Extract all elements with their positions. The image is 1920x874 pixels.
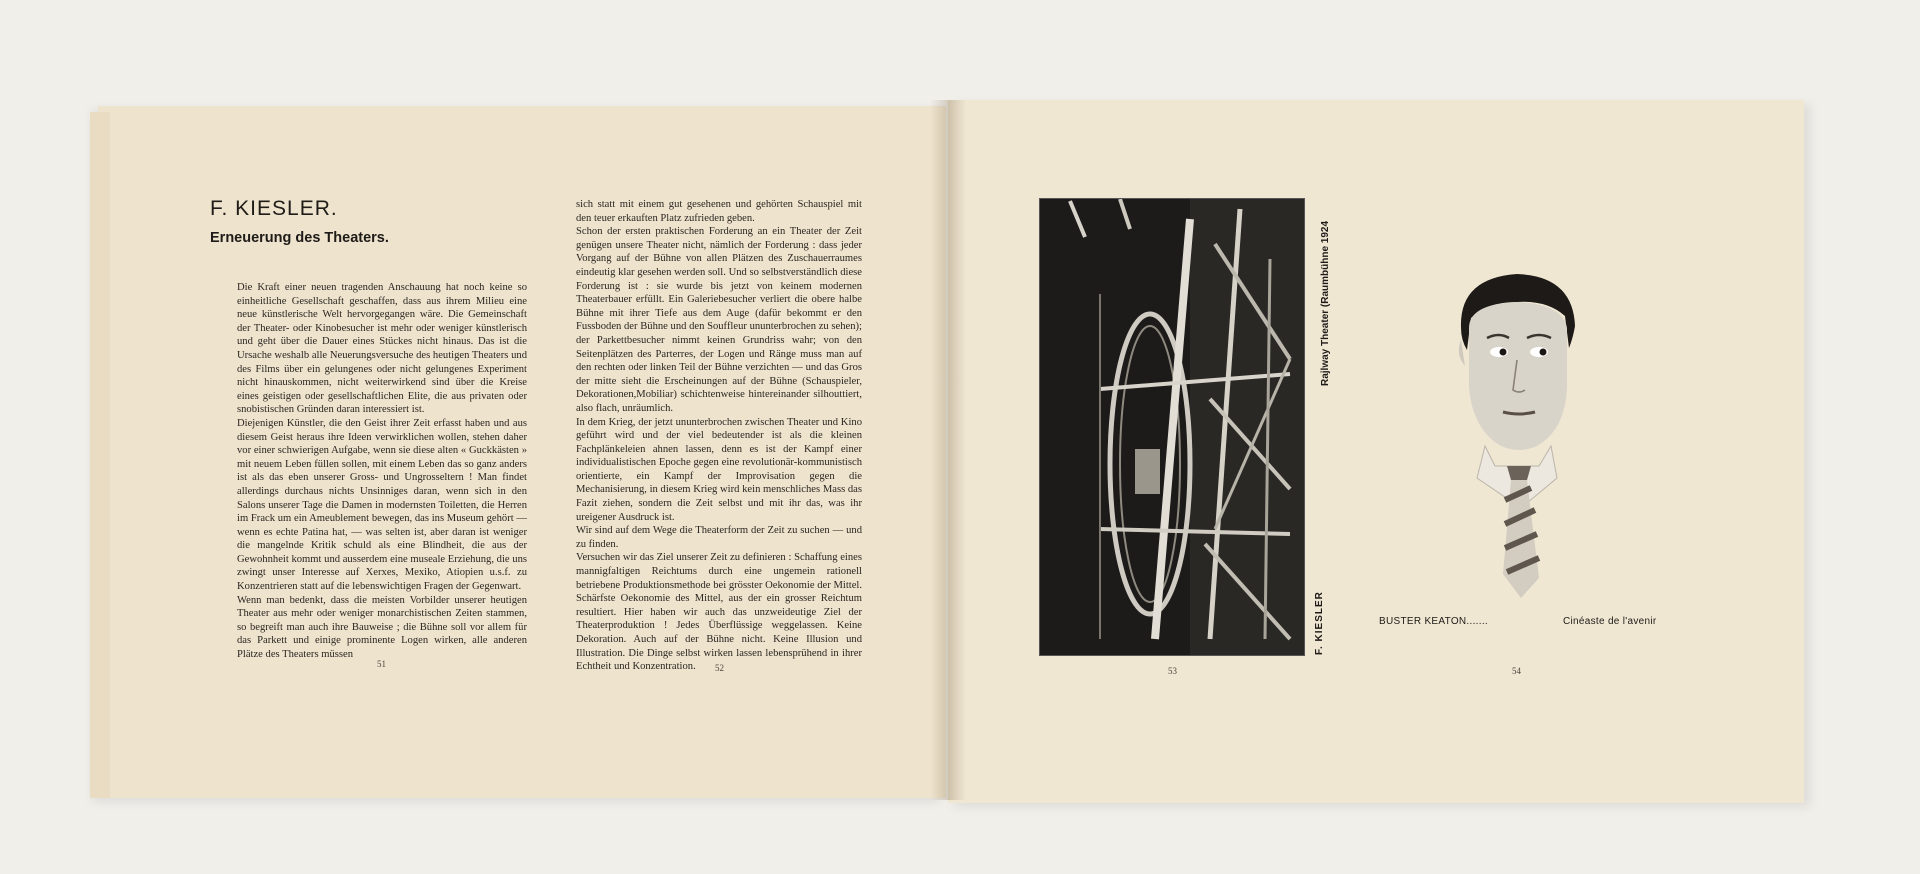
author-heading: F. KIESLER. (210, 197, 338, 220)
paragraph: Versuchen wir das Ziel unserer Zeit zu definieren : Schaffung eines mannigfaltigen Reichtums durch eine ungemein rationell betriebene Produktionsmethode bei grösster Oekonomie der Mittel. Schärfste Oekonomie des Mittel, aus der ein grosser Reichtum resultiert. Hier haben wir auch das unzweideutige Ziel der Theaterproduktion ! Jedes Überflüssige weggelassen. Keine Dekoration. Auch auf der Bühne nicht. Keine Illusion und Illustration. Die Dinge selbst wirken lassen lebensprühend in ihrer Echtheit und Konzentration. (576, 552, 862, 673)
paragraph: Die Kraft einer neuen tragenden Anschauung hat noch keine so einheitliche Gesellschaft geschaffen, dass aus ihrem Milieu eine neue künstlerische Welt hervorgegangen wäre. Die Gemeinschaft der Theater- oder Kinobesucher ist mehr oder weniger künstlerisch und geht über die Dauer eines Stückes nicht hinaus. Das ist die Ursache weshalb alle Neuerungsversuche des heutigen Theaters und des Films über ein gelungenes oder nicht gelungenes Experiment nicht hinauskommen, nicht weiterwirkend sind über die Kreise eines geistigen oder gesellschaftlichen Elite, die aus privaten oder snobistischen Gründen daran interessiert ist. (237, 282, 527, 416)
railway-theater-photo (1039, 198, 1305, 656)
page-number-51: 51 (377, 659, 386, 669)
page-51-text (237, 281, 527, 662)
page-number-53: 53 (1168, 666, 1177, 676)
page-number-52: 52 (715, 663, 724, 673)
paragraph: Diejenigen Künstler, die den Geist ihrer Zeit erfasst haben und aus diesem Geist heraus ihre Ideen verwirklichen wollen, stehen daher vor einer schwierigen Aufgabe, wenn sie diese alten « Guckkästen » mit neuem Leben füllen sollen, mit einem Leben das so ganz anders ist als das eben unserer Gross- und Ungrosseltern ! Man findet allerdings durchaus nichts Unsinniges daran, wenn sich in den Salons unserer Tage die Damen in modernsten Toiletten, die Herren im Frack um ein Ameublement bewegen, das ins Museum gehört — wenn es echte Patina hat, — was selten ist, aber daran ist weniger die mangelnde Kritik schuld als eine Blindheit, die aus der Gewohnheit kommt und ausserdem eine museale Erziehung, die uns zwingt unser Interesse auf Xerxes, Mexiko, Atiopien u.s.f. zu Konzentrieren statt auf die lebenswichtigen Fragen der Gegenwart. (237, 417, 527, 593)
article-title: Erneuerung des Theaters. (210, 230, 389, 246)
railway-theater-photo-image (1040, 199, 1304, 655)
book-gutter (930, 100, 966, 800)
buster-keaton-portrait-image (1447, 268, 1587, 604)
page-number-54: 54 (1512, 666, 1521, 676)
paragraph: sich statt mit einem gut gesehenen und gehörten Schauspiel mit den teuer erkauften Platz zufrieden geben. (576, 199, 862, 224)
paragraph: Wir sind auf dem Wege die Theaterform der Zeit zu suchen — und zu finden. (576, 525, 862, 550)
photo-caption-rajlway-theater: Rajlway Theater (Raumbühne 1924 (1320, 220, 1331, 386)
portrait-caption-role: Cinéaste de l'avenir (1563, 616, 1657, 627)
buster-keaton-portrait (1447, 268, 1587, 604)
paragraph: Schon der ersten praktischen Forderung an ein Theater der Zeit genügen unsere Theater nicht, nämlich der Forderung : dass jeder Vorgang auf der Bühne von allen Plätzen des Zuschauerraumes eindeutig klar gesehen werden soll. Und so selbstverständlich diese Forderung ist : sie wurde bis jetzt von keinem modernen Theaterbauer erfüllt. Ein Galeriebesucher verliert die obere halbe Bühne mit ihrer Tiefe aus dem Auge (dafür bekommt er den Fussboden der Bühne und den Souffleur ununterbrochen zu sehen); der Parkettbesucher nimmt keinen Grundriss wahr; von den Seitenplätzen des Parterres, der Logen und Ränge muss man auf den rechten oder linken Teil der Bühne verzichten — und das Gros der mitte sieht die Erscheinungen auf der Bühne (Schauspieler, Dekorationen,Mobiliar) schichtenweise hintereinander silhouttiert, also flach, unräumlich. (576, 226, 862, 414)
paragraph: In dem Krieg, der jetzt ununterbrochen zwischen Theater und Kino geführt wird und der viel bedeutender ist als die kleinen Fachplänkeleien ahnen lassen, denn es ist der Kampf einer individualistischen Epoche gegen eine revolutionär-kommunistisch orientierte, ein Kampf der Improvisation gegen die Mechanisierung, in diesem Krieg wird kein menschliches Mass das Fazit ziehen, sondern die Zeit selbst und mit ihr das, was ihr ureigener Ausdruck ist. (576, 416, 862, 523)
page-52-text (576, 198, 862, 674)
back-page-edge (90, 112, 110, 798)
paragraph: Wenn man bedenkt, dass die meisten Vorbilder unserer heutigen Theater aus mehr oder weniger monarchistischen Zeiten stammen, so begreift man auch ihre Bauweise ; die Bühne soll vor allem für das Parkett und einige prominente Logen wirken, alle anderen Plätze des Theaters müssen (237, 594, 527, 661)
photo-caption-author: F. KIESLER (1314, 591, 1325, 655)
portrait-caption-name: BUSTER KEATON....... (1379, 616, 1488, 627)
